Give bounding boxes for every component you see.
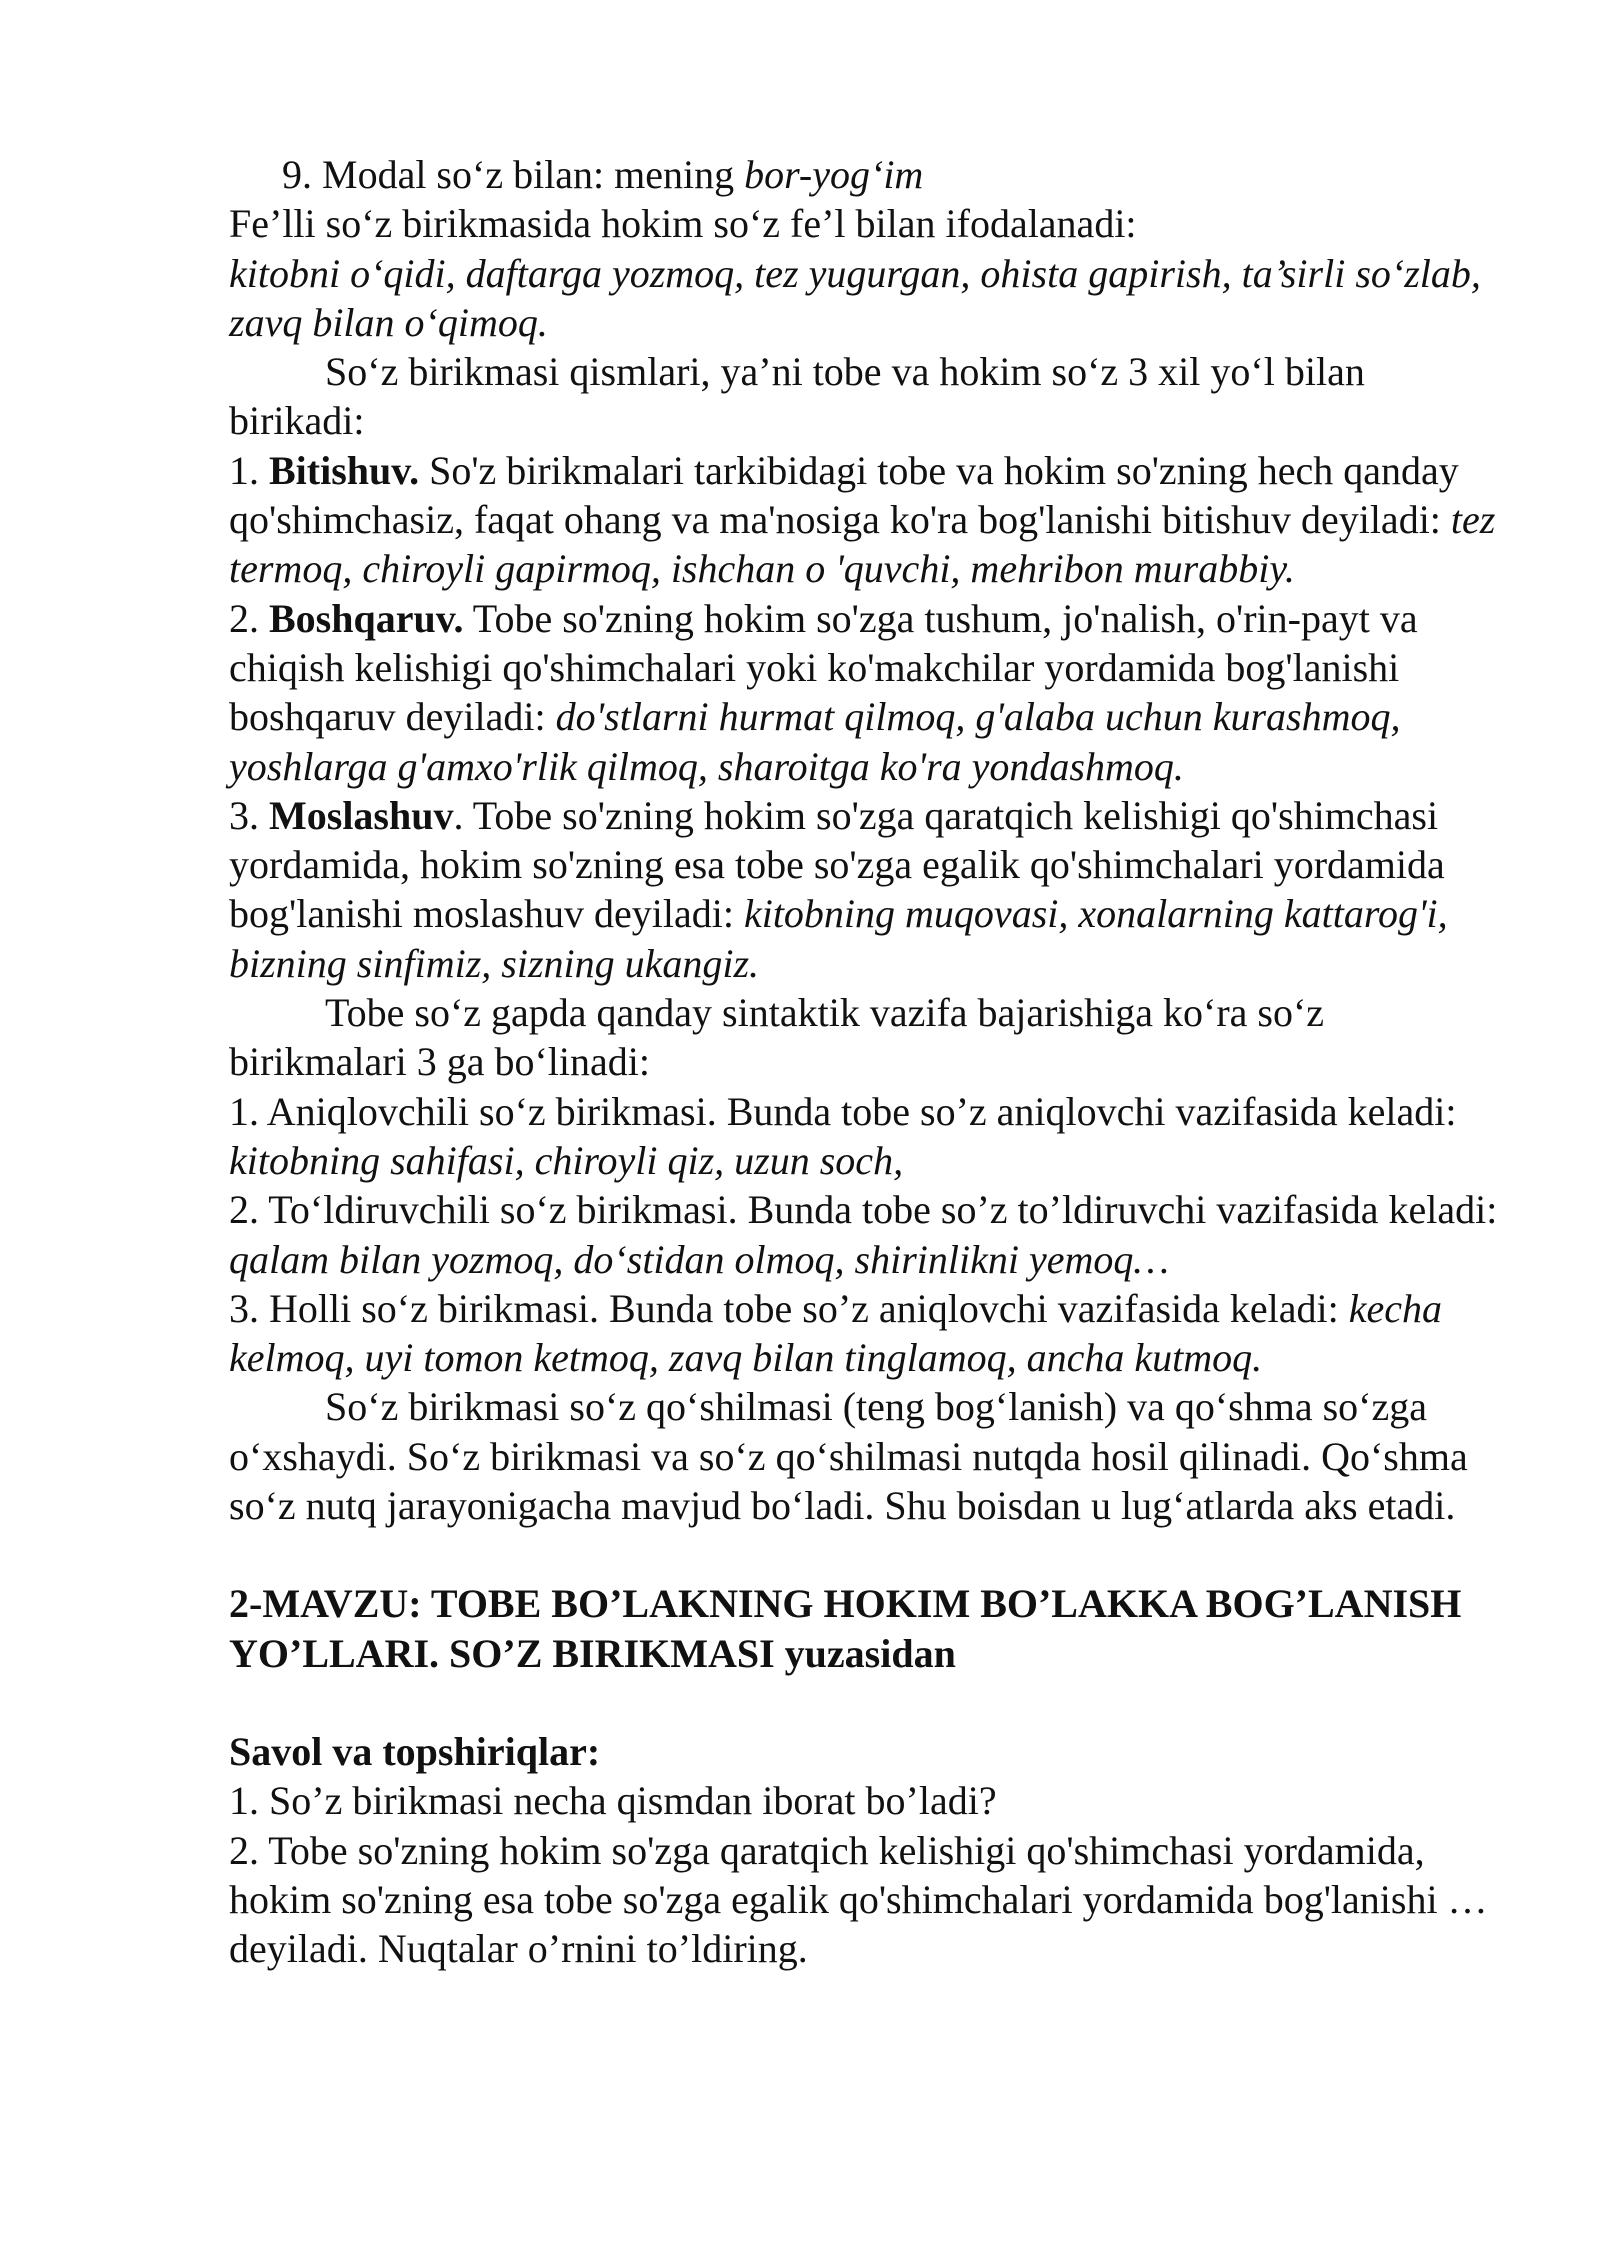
example-italic: do'stlarni hurmat qilmoq, g'alaba uchun kurashmoq, yoshlarga g'amxo'rlik qilmoq, sharoitga ko'ra yondashmoq.: [229, 694, 1401, 789]
paragraph-holli: [229, 1284, 1499, 1383]
paragraph-verb-phrase: [229, 199, 1499, 248]
paragraph-syntactic-intro: [229, 988, 1499, 1087]
questions-title-text: Savol va topshiriqlar:: [229, 1728, 601, 1774]
paragraph-aniqlovchili: [229, 1087, 1499, 1186]
document-page: [229, 150, 1499, 1973]
term-bold: Boshqaruv.: [269, 595, 464, 641]
text-span: Tobe so‘z gapda qanday sintaktik vazifa bajarishiga ko‘ra so‘z birikmalari 3 ga bo‘linadi:: [229, 990, 1325, 1085]
paragraph-bitishuv: [229, 446, 1499, 594]
paragraph-moslashuv: [229, 791, 1499, 988]
spacer: [229, 1678, 1499, 1727]
text-span: Tobe so'zning hokim so'zga tushum, jo'nalish, o'rin-payt va chiqish kelishigi qo'shimchalari yoki ko'makchilar yordamida bog'lanishi boshqaruv deyiladi:: [229, 595, 1418, 740]
text-span: 3.: [229, 792, 269, 838]
example-italic: kitobning muqovasi, xonalarning kattarog'i, bizning sinfimiz, sizning ukangiz.: [229, 891, 1448, 986]
paragraph-comparison: [229, 1382, 1499, 1530]
question-2: [229, 1826, 1499, 1974]
term-bold: Bitishuv.: [269, 447, 420, 493]
paragraph-modal-example: [229, 150, 1499, 199]
questions-title: [229, 1727, 1499, 1776]
paragraph-boshqaruv: [229, 594, 1499, 791]
text-span: 1. So’z birikmasi necha qismdan iborat bo’ladi?: [229, 1778, 997, 1824]
example-italic: kitobning sahifasi, chiroyli qiz, uzun soch,: [229, 1137, 904, 1183]
text-span: . Tobe so'zning hokim so'zga qaratqich kelishigi qo'shimchasi yordamida, hokim so'zning esa tobe so'zga egalik qo'shimchalari yordamida bog'lanishi moslashuv deyiladi:: [229, 792, 1445, 937]
text-span: 2.: [229, 595, 269, 641]
text-span: So‘z birikmasi qismlari, ya’ni tobe va hokim so‘z 3 xil yo‘l bilan birikadi:: [229, 349, 1365, 444]
text-span: 2. To‘ldiruvchili so‘z birikmasi. Bunda tobe so’z to’ldiruvchi vazifasida keladi:: [229, 1187, 1498, 1233]
text-span: 9. Modal so‘z bilan: mening: [282, 152, 745, 197]
text-span: 3. Holli so‘z birikmasi. Bunda tobe so’z aniqlovchi vazifasida keladi:: [229, 1285, 1349, 1331]
text-span: Fe’lli so‘z birikmasida hokim so‘z fe’l bilan ifodalanadi:: [229, 201, 1137, 247]
example-italic: bor-yog‘im: [744, 152, 924, 197]
spacer: [229, 1530, 1499, 1579]
example-italic: kitobni o‘qidi, daftarga yozmoq, tez yugurgan, ohista gapirish, ta’sirli so‘zlab, zavq bilan o‘qimoq.: [229, 250, 1481, 345]
section-heading: [229, 1579, 1499, 1678]
example-italic: tez termoq, chiroyli gapirmoq, ishchan o 'quvchi, mehribon murabbiy.: [229, 497, 1496, 592]
paragraph-parts-intro: [229, 347, 1499, 446]
text-span: So‘z birikmasi so‘z qo‘shilmasi (teng bog‘lanish) va qo‘shma so‘zga o‘xshaydi. So‘z birikmasi va so‘z qo‘shilmasi nutqda hosil qilinadi. Qo‘shma so‘z nutq jarayonigacha mavjud bo‘ladi. Shu boisdan u lug‘atlarda aks etadi.: [229, 1384, 1468, 1529]
heading-text: 2-MAVZU: TOBE BO’LAKNING HOKIM BO’LAKKA BOG’LANISH YO’LLARI. SO’Z BIRIKMASI yuzasidan: [229, 1581, 1462, 1676]
example-italic: kecha kelmoq, uyi tomon ketmoq, zavq bilan tinglamoq, ancha kutmoq.: [229, 1285, 1442, 1381]
question-1: [229, 1776, 1499, 1825]
example-italic: qalam bilan yozmoq, do‘stidan olmoq, shirinlikni yemoq…: [229, 1236, 1169, 1282]
paragraph-verb-examples: [229, 249, 1499, 348]
text-span: 1.: [229, 447, 269, 493]
text-span: So'z birikmalari tarkibidagi tobe va hokim so'zning hech qanday qo'shimchasiz, faqat ohang va ma'nosiga ko'ra bog'lanishi bitishuv deyiladi:: [229, 447, 1459, 543]
paragraph-toldiruvchili: [229, 1185, 1499, 1284]
text-span: 2. Tobe so'zning hokim so'zga qaratqich kelishigi qo'shimchasi yordamida, hokim so'zning esa tobe so'zga egalik qo'shimchalari yordamida bog'lanishi … deyiladi. Nuqtalar o’rnini to’ldiring.: [229, 1827, 1488, 1972]
term-bold: Moslashuv: [269, 792, 454, 838]
text-span: 1. Aniqlovchili so‘z birikmasi. Bunda tobe so’z aniqlovchi vazifasida keladi:: [229, 1088, 1457, 1134]
